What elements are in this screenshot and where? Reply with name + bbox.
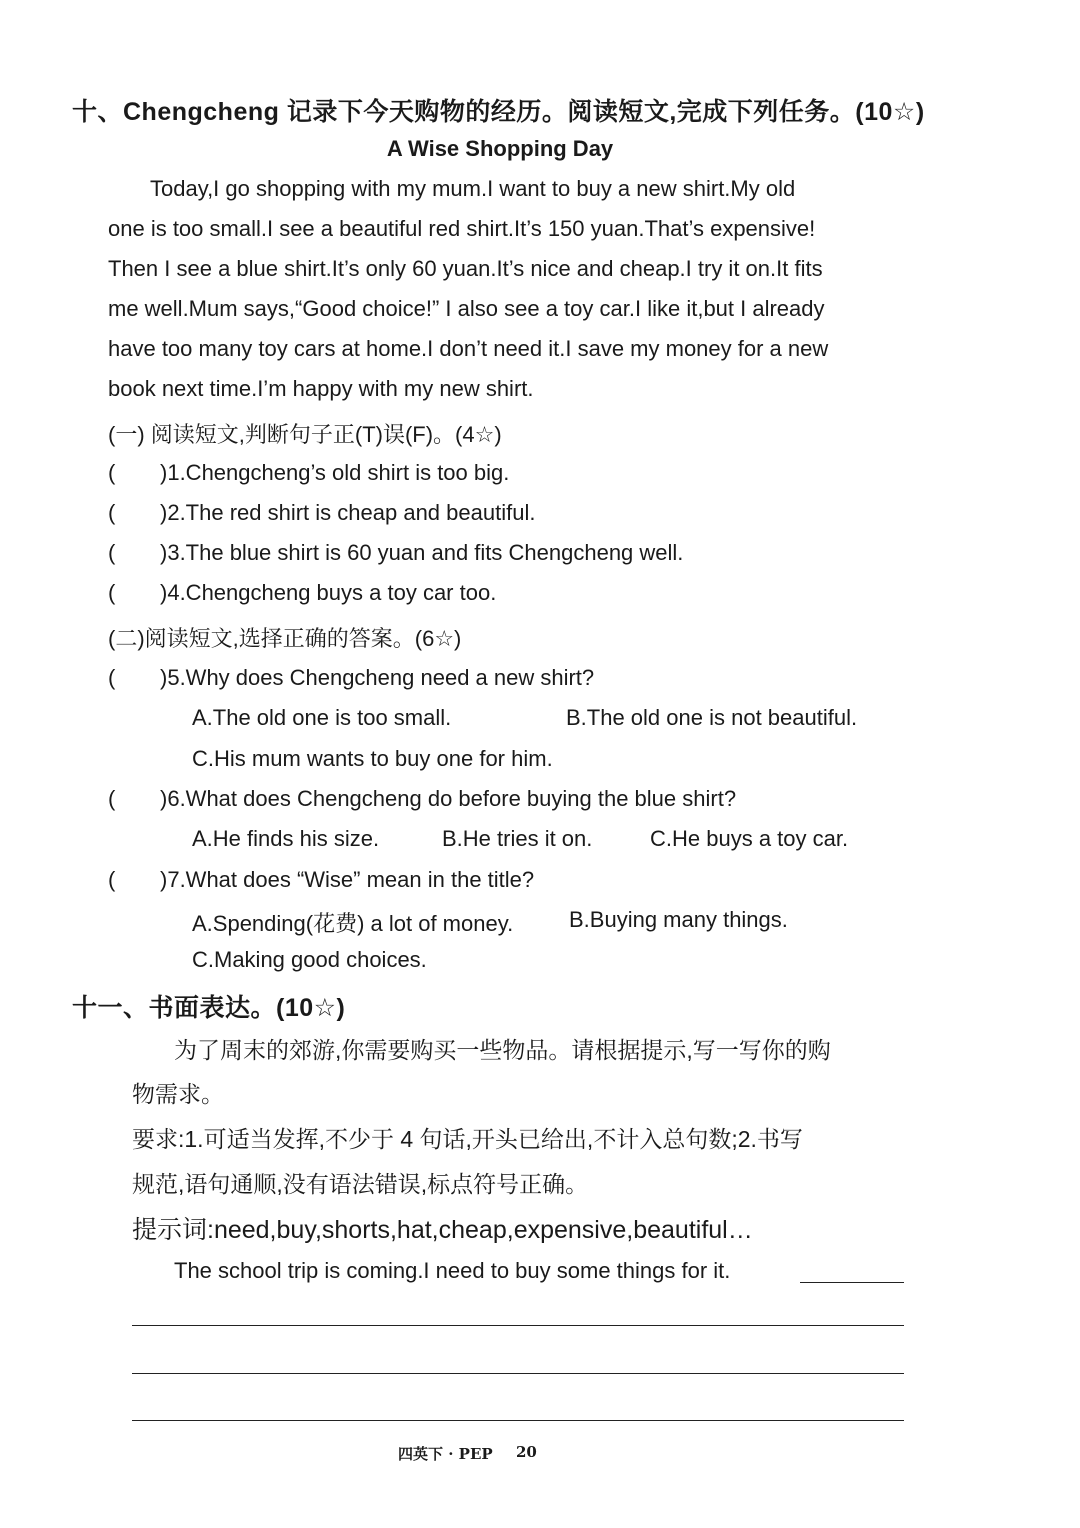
question-4 — [108, 580, 496, 606]
section-11-heading: 十一、书面表达。(10☆) — [72, 994, 346, 1022]
page-number: 20 — [516, 1443, 537, 1461]
passage-line: Today,I go shopping with my mum.I want to buy a new shirt.My old — [150, 176, 796, 201]
option-6b: B.He tries it on. — [442, 826, 593, 851]
option-5a: A.The old one is too small. — [192, 705, 452, 730]
question-text: 1.Chengcheng’s old shirt is too big. — [167, 460, 510, 485]
writing-line[interactable] — [132, 1325, 904, 1326]
answer-blank-open[interactable]: ( — [108, 665, 116, 690]
answer-blank-close: ) — [160, 665, 168, 690]
option-6a: A.He finds his size. — [192, 826, 380, 851]
section-10-heading: 十、Chengcheng 记录下今天购物的经历。阅读短文,完成下列任务。(10☆) — [72, 98, 925, 126]
answer-blank-open[interactable]: ( — [108, 540, 116, 565]
prompt-line: 为了周末的郊游,你需要购买一些物品。请根据提示,写一写你的购 — [174, 1037, 831, 1063]
passage-line: Then I see a blue shirt.It’s only 60 yuan.It’s nice and cheap.I try it on.It fits — [108, 256, 823, 281]
writing-line[interactable] — [132, 1373, 904, 1374]
option-7a: A.Spending(花费) a lot of money. — [192, 911, 514, 936]
requirement-line: 要求:1.可适当发挥,不少于 4 句话,开头已给出,不计入总句数;2.书写 — [132, 1126, 803, 1152]
writing-line-first[interactable] — [800, 1282, 904, 1283]
question-2 — [108, 500, 535, 526]
answer-blank-close: ) — [160, 540, 168, 565]
answer-blank-open[interactable]: ( — [108, 867, 116, 892]
question-5 — [108, 665, 594, 691]
writing-starter: The school trip is coming.I need to buy some things for it. — [174, 1258, 731, 1283]
answer-blank-close: ) — [160, 500, 168, 525]
option-7c: C.Making good choices. — [192, 947, 427, 972]
answer-blank-open[interactable]: ( — [108, 786, 116, 811]
answer-blank-open[interactable]: ( — [108, 460, 116, 485]
passage-title: A Wise Shopping Day — [386, 136, 614, 161]
answer-blank-open[interactable]: ( — [108, 580, 116, 605]
footer-label: 四英下 · PEP — [398, 1445, 493, 1463]
option-7b: B.Buying many things. — [569, 907, 788, 932]
requirement-line: 规范,语句通顺,没有语法错误,标点符号正确。 — [132, 1171, 589, 1197]
hint-words: 提示词:need,buy,shorts,hat,cheap,expensive,beautiful… — [132, 1216, 753, 1244]
question-6 — [108, 786, 736, 812]
question-text: 7.What does “Wise” mean in the title? — [167, 867, 535, 892]
passage-line: me well.Mum says,“Good choice!” I also see a toy car.I like it,but I already — [108, 296, 825, 321]
question-3 — [108, 540, 683, 566]
option-5c: C.His mum wants to buy one for him. — [192, 746, 553, 771]
passage-line: have too many toy cars at home.I don’t need it.I save my money for a new — [108, 336, 829, 361]
answer-blank-close: ) — [160, 460, 168, 485]
option-5b: B.The old one is not beautiful. — [566, 705, 858, 730]
option-6c: C.He buys a toy car. — [650, 826, 849, 851]
question-7 — [108, 867, 534, 893]
answer-blank-close: ) — [160, 580, 168, 605]
part-1-heading: (一) 阅读短文,判断句子正(T)误(F)。(4☆) — [108, 422, 502, 447]
question-text: 6.What does Chengcheng do before buying the blue shirt? — [167, 786, 737, 811]
question-text: 3.The blue shirt is 60 yuan and fits Chengcheng well. — [167, 540, 684, 565]
question-1 — [108, 460, 509, 486]
answer-blank-open[interactable]: ( — [108, 500, 116, 525]
passage-line: one is too small.I see a beautiful red shirt.It’s 150 yuan.That’s expensive! — [108, 216, 816, 241]
answer-blank-close: ) — [160, 867, 168, 892]
prompt-line: 物需求。 — [132, 1081, 224, 1107]
writing-line[interactable] — [132, 1420, 904, 1421]
part-2-heading: (二)阅读短文,选择正确的答案。(6☆) — [108, 626, 462, 651]
question-text: 4.Chengcheng buys a toy car too. — [167, 580, 497, 605]
question-text: 5.Why does Chengcheng need a new shirt? — [167, 665, 595, 690]
question-text: 2.The red shirt is cheap and beautiful. — [167, 500, 536, 525]
answer-blank-close: ) — [160, 786, 168, 811]
passage-line: book next time.I’m happy with my new shirt. — [108, 376, 534, 401]
